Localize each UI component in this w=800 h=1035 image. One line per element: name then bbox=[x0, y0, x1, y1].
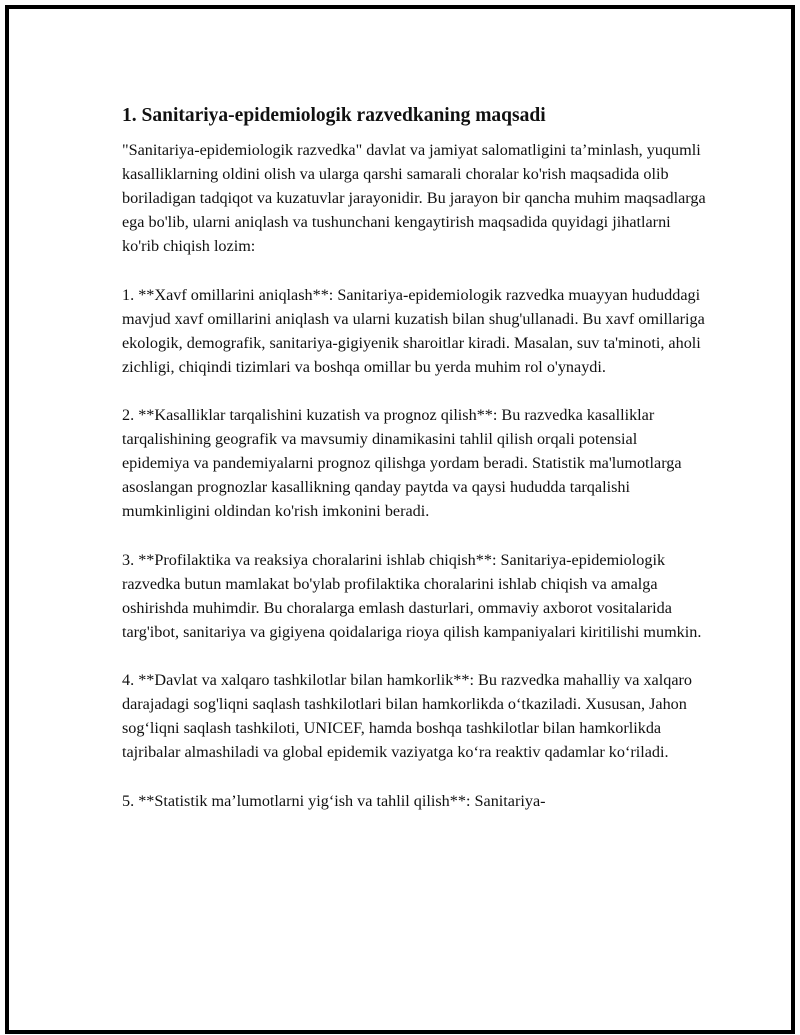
paragraph-cooperation: 4. **Davlat va xalqaro tashkilotlar bilan hamkorlik**: Bu razvedka mahalliy va xalqaro darajadagi sog'liqni saqlash tashkilotlari bilan hamkorlikda o‘tkaziladi. Xususan, Jahon sog‘liqni saqlash tashkiloti, UNICEF, hamda boshqa tashkilotlar bilan hamkorlikda tajribalar almashiladi va global epidemik vaziyatga ko‘ra reaktiv qadamlar ko‘riladi. bbox=[122, 671, 692, 762]
paragraph-risk-factors: 1. **Xavf omillarini aniqlash**: Sanitariya-epidemiologik razvedka muayyan hududdagi mavjud xavf omillarini aniqlash va ularni kuzatish bilan shug'ullanadi. Bu xavf omillariga ekologik, demografik, sanitariya-gigiyenik sharoitlar kiradi. Masalan, suv ta'minoti, aholi zichligi, chiqindi tizimlari va boshqa omillar bu yerda muhim rol o'ynaydi. bbox=[122, 285, 705, 376]
paragraph-statistics: 5. **Statistik ma’lumotlarni yig‘ish va tahlil qilish**: Sanitariya- bbox=[122, 791, 546, 810]
page-frame bbox=[5, 5, 795, 1034]
paragraph-prevention-measures: 3. **Profilaktika va reaksiya choralarini ishlab chiqish**: Sanitariya-epidemiologik razvedka butun mamlakat bo'ylab profilaktika choralarini ishlab chiqish va amalga oshirishda muhimdir. Bu choralarga emlash dasturlari, ommaviy axborot vositalarida targ'ibot, sanitariya va gigiyena qoidalariga rioya qilish kampaniyalari kiritilishi mumkin. bbox=[122, 550, 702, 641]
intro-paragraph: "Sanitariya-epidemiologik razvedka" davlat va jamiyat salomatligini ta’minlash, yuqumli kasalliklarning oldini olish va ularga qarshi samarali choralar ko'rish maqsadida olib boriladigan tadqiqot va kuzatuvlar jarayonidir. Bu jarayon bir qancha muhim maqsadlarga ega bo'lib, ularni aniqlash va tushunchani kengaytirish maqsadida quyidagi jihatlarni ko'rib chiqish lozim: bbox=[122, 141, 706, 256]
paragraph-disease-monitoring: 2. **Kasalliklar tarqalishini kuzatish va prognoz qilish**: Bu razvedka kasalliklar tarqalishining geografik va mavsumiy dinamikasini tahlil qilish orqali potensial epidemiya va pandemiyalarni prognoz qilishga yordam beradi. Statistik ma'lumotlarga asoslangan prognozlar kasallikning qanday paytda va qaysi hududda tarqalishi mumkinligini oldindan ko'rish imkonini beradi. bbox=[122, 406, 682, 521]
document-heading: 1. Sanitariya-epidemiologik razvedkaning maqsadi bbox=[122, 105, 546, 126]
document-body bbox=[122, 103, 706, 837]
